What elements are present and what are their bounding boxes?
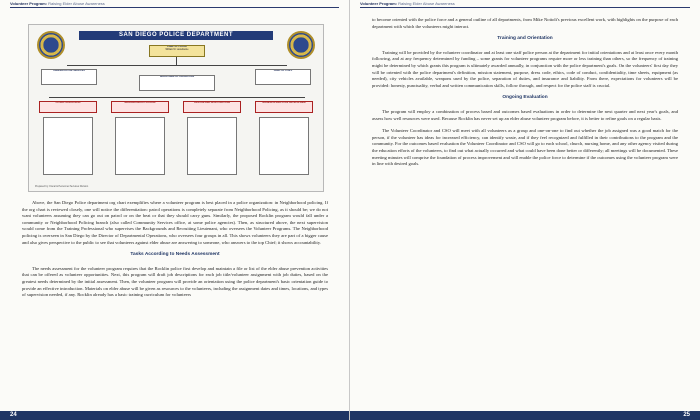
right-body-text: [372, 17, 678, 174]
org-subunits-column: [187, 117, 237, 175]
running-header-subtitle: Raising Elder Abuse Awareness: [398, 1, 455, 6]
org-chart-caption: Prepared by: Fiscal & Personnel Services Division: [35, 185, 89, 188]
right-page: [350, 0, 700, 420]
running-header-left: [0, 0, 349, 8]
org-chart-image: [28, 24, 324, 192]
header-rule: [360, 7, 690, 8]
city-seal-icon: [287, 31, 315, 59]
section-heading: Ongoing Evaluation: [502, 95, 548, 101]
connector-line: [67, 65, 287, 66]
running-header-right: [350, 0, 700, 8]
org-box-name: William M. Lansdowne: [165, 48, 189, 51]
org-chart-title: SAN DIEGO POLICE DEPARTMENT: [79, 31, 273, 40]
running-header-title: Volunteer Program:: [360, 1, 398, 6]
connector-line: [49, 97, 305, 98]
page-number: 25: [683, 412, 690, 418]
org-box-centralized-investigations: [183, 101, 241, 113]
org-box-title: CHIEF OF STAFF: [273, 70, 293, 72]
org-box-title: ADMINISTRATIVE SERVICES: [53, 70, 85, 72]
org-box-departmental-operations: [139, 75, 215, 91]
paragraph: The program will employ a combination of process based and outcomes based evaluations in order to determine the next quarter and next year's goals, and assess how well resources were used. Because Rocklin has never set up an elder abuse volunteer program before, it is better to refine goals on a regular basis.: [372, 108, 678, 121]
org-box-title: PATROL OPERATIONS: [55, 102, 81, 104]
org-subunits-column: [43, 117, 93, 175]
org-box-training: [255, 101, 313, 113]
paragraph: Training will be provided by the volunteer coordinator and at least one staff police person at the department for initial orientations and at least once every month following, and at any frequency determined by funding – some grants for volunteer programs require more or less training than others, so the frequency of training might be determined by which grants this program is ultimately awarded annually, in conjunction with the police department's goals. On the volunteers' first day they will be oriented with the police department's definition, mission statement, purpose, dress code, ethics, code of conduct, confidentiality, time sheets, equipment (as needed), city vehicles available, weapons used by the police, separation of duties, and insurance and liability. From there, expectations for volunteers will be provided: honesty, punctuality, verbal and written communication skills, follow through, and respect for the police staff is crucial.: [372, 49, 678, 88]
section-heading: Training and Orientation: [497, 36, 553, 42]
paragraph: to become oriented with the police force and a general outline of all departments, from Mike Nottoli's previous excellent work, with highlights on the purpose of each department with which the volunteers might interact.: [372, 17, 678, 29]
footer-bar-left: [0, 411, 349, 420]
org-box-title: DEPARTMENTAL OPERATIONS: [159, 76, 195, 78]
org-box-administrative: [41, 69, 97, 85]
org-box-title: NEIGHBORHOOD POLICING: [124, 102, 156, 104]
left-body-text: [22, 200, 328, 305]
paragraph: The needs assessment for the volunteer program requires that the Rocklin police first develop and maintain a file or list of the elder abuse prevention activities that can be offered as volunteer opportunities. Next, this program will draft job descriptions for each job title/volunteer assignment with job duties, based on the greatest needs determined by the initial assessment. Then, the volunteer program will provide an orientation using the police department's basic orientation guide to provide an effective introduction. Materials on elder abuse will be given as resources to the volunteers, including the assignment dates and times, locations, and types of supervision needed, if any. Rocklin already has a basic training curriculum for volunteers: [22, 265, 328, 298]
org-box-neighborhood-policing: [111, 101, 169, 113]
org-subunits-column: [259, 117, 309, 175]
page-number: 24: [10, 412, 17, 418]
paragraph: Above, the San Diego Police department org chart exemplifies where a volunteer program is best placed in a police organization: in Neighborhood policing. If the org chart is reviewed closely, one will notice the differentiation: patrol operations is completely separate from Neighborhood Policing, as it should be; we do not want volunteers assuming they can go out on patrol or on the beat or that they should carry guns. Similarly, the proposed Rocklin program would fall under a community or Neighborhood Policing branch (also called Community Services office, at some police agencies). Then, as structured above, the next supervision would come from the Training Professional who supervises the Backgrounds and Recruiting Lieutenant, who oversees the Volunteer Programs. The Neighborhood policing is overseen in San Diego by the Director of Departmental Operations, who oversees four groups in all. This shows volunteers they are part of a bigger cause and also gives perspective to the public to see that volunteers against elder abuse are answering to someone, who answers to the top Chief; it shows accountability.: [22, 200, 328, 245]
footer-bar-right: [350, 411, 700, 420]
running-header-title: Volunteer Program:: [10, 1, 48, 6]
org-box-chief: [149, 45, 205, 57]
org-box-chief-of-staff: [255, 69, 311, 85]
connector-line: [176, 57, 177, 65]
header-rule: [10, 7, 339, 8]
police-seal-icon: [37, 31, 65, 59]
org-box-title: TRAINING & EMPLOYEE DEVELOPMENT: [261, 102, 307, 104]
org-box-patrol-operations: [39, 101, 97, 113]
org-subunits-column: [115, 117, 165, 175]
paragraph: The Volunteer Coordinator and CSO will meet with all volunteers as a group and one-on-one to find out whether the job assigned was a good match for the person, if the volunteer has ideas for increased efficiency, can identify waste, and if they feel recognized and fulfilled in their contributions to the program and the community. For the outcomes based evaluation the Volunteer Coordinator and CSO will go to each school, church, nursing home, and any other agency visited during the education efforts of the volunteers, to find out what actually occurred and what could have been done better or differently; all meetings will be documented. These meeting minutes will comprise the foundation of process improvement and will enable the police force to determine if the outcomes using the volunteer program were in line with desired goals.: [372, 128, 678, 167]
section-heading: Tasks According to Needs Assessment: [130, 252, 220, 258]
org-box-title: CENTRALIZED INVESTIGATIONS: [193, 102, 231, 104]
org-box-title: CHIEF OF POLICE: [167, 46, 187, 48]
running-header-subtitle: Raising Elder Abuse Awareness: [48, 1, 105, 6]
